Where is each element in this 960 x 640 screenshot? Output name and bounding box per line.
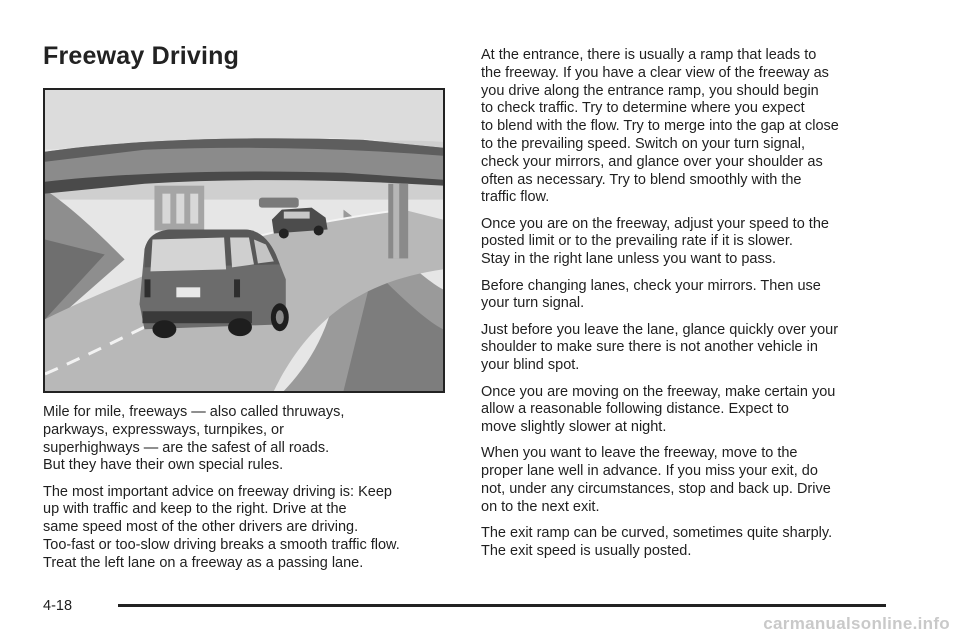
freeway-van-illustration-icon: [45, 90, 443, 391]
paragraph: Once you are moving on the freeway, make certain you allow a reasonable following distance. Expect to move slightly slower at night.: [481, 383, 836, 436]
right-text-column: [481, 47, 901, 569]
page-number: 4-18: [43, 598, 73, 614]
left-text-column: [43, 404, 453, 581]
paragraph: When you want to leave the freeway, move to the proper lane well in advance. If you miss your exit, do not, under any circumstances, stop and back up. Drive on to the next exit.: [481, 445, 831, 515]
paragraph: The exit ramp can be curved, sometimes quite sharply. The exit speed is usually posted.: [481, 525, 833, 559]
page-title: Freeway Driving: [43, 42, 240, 70]
paragraph: At the entrance, there is usually a ramp that leads to the freeway. If you have a clear view of the freeway as you drive along the entrance ramp, you should begin to check traffic. Try to determine where you expect to blend with the flow. Try to merge into the gap at close to the prevailing speed. Switch on your turn signal, check your mirrors, and glance over your shoulder as often as necessary. Try to blend smoothly with the traffic flow.: [481, 47, 839, 206]
paragraph: Before changing lanes, check your mirrors. Then use your turn signal.: [481, 277, 821, 312]
watermark: carmanualsonline.info: [763, 614, 950, 633]
freeway-illustration: [43, 88, 445, 393]
paragraph: The most important advice on freeway driving is: Keep up with traffic and keep to the right. Drive at the same speed most of the other drivers are driving. Too-fast or too-slow driving breaks a smooth traffic flow. Treat the left lane on a freeway as a passing lane.: [43, 483, 400, 571]
paragraph: Once you are on the freeway, adjust your speed to the posted limit or to the prevailing rate if it is slower. Stay in the right lane unless you want to pass.: [481, 215, 829, 268]
footer-rule: [118, 604, 886, 607]
paragraph: Mile for mile, freeways — also called thruways, parkways, expressways, turnpikes, or superhighways — are the safest of all roads. But they have their own special rules.: [43, 404, 345, 474]
paragraph: Just before you leave the lane, glance quickly over your shoulder to make sure there is not another vehicle in your blind spot.: [481, 321, 839, 374]
